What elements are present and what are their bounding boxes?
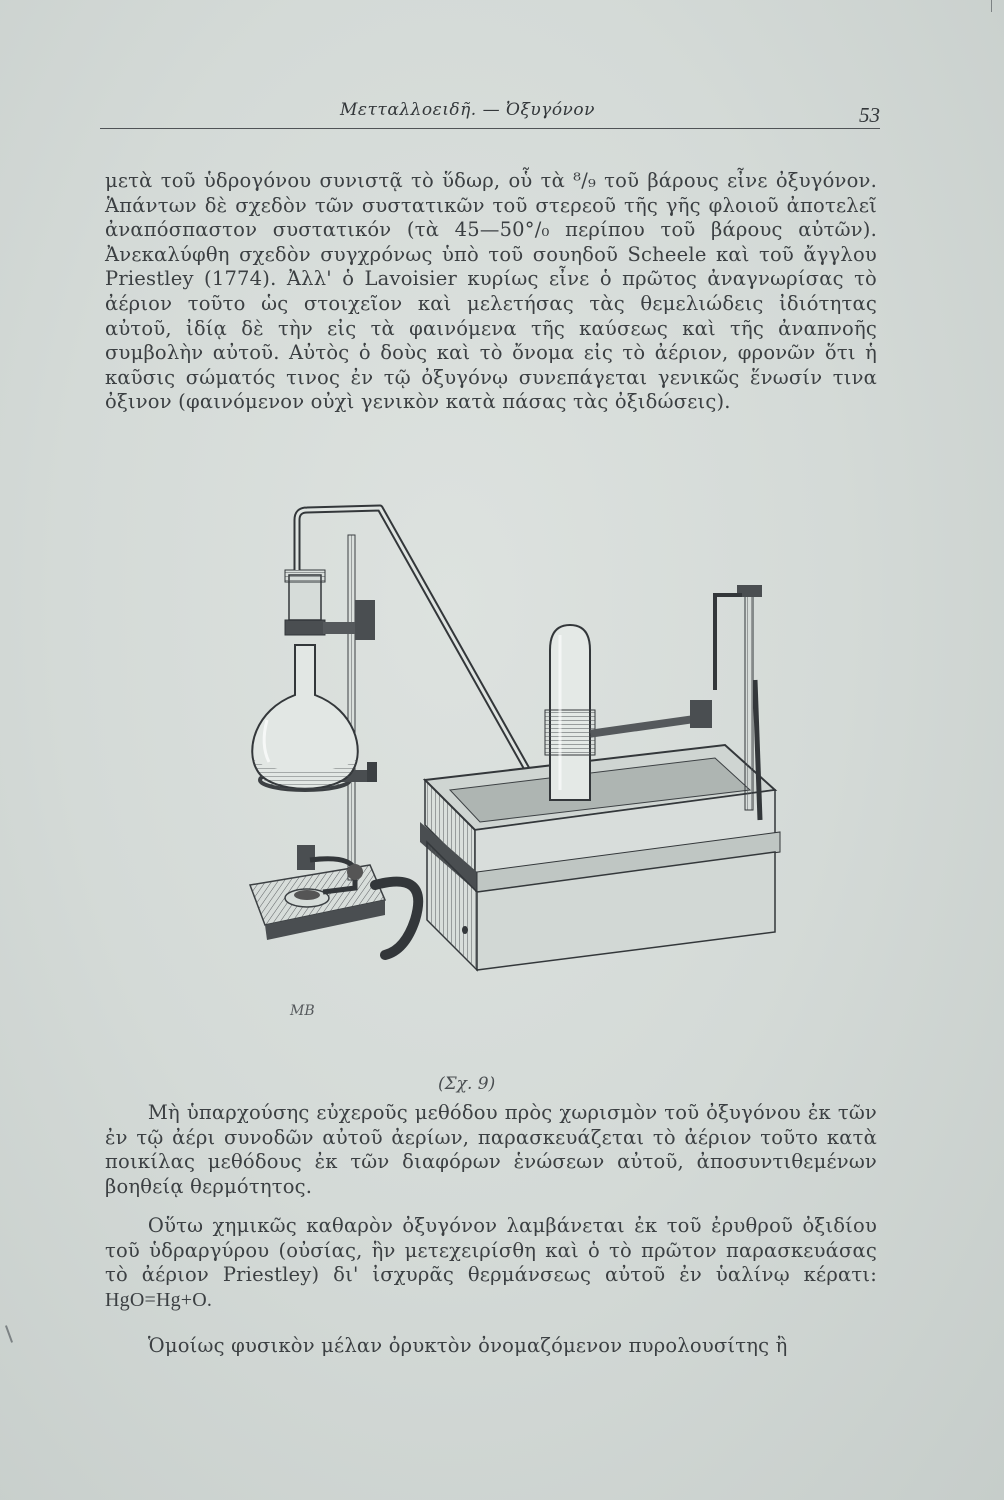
figure-caption: (Σχ. 9) <box>438 1074 496 1094</box>
flask <box>252 645 358 792</box>
page-header <box>100 98 880 129</box>
stand-rod <box>348 535 355 880</box>
paragraph-mercury-oxide <box>105 1214 877 1312</box>
engraver-signature: MB <box>290 1003 315 1019</box>
paragraph-pyrolusite: Ὁμοίως φυσικὸν μέλαν ὀρυκτὸν ὀνομαζόμενον πυρολουσίτης ἢ <box>147 1334 788 1357</box>
page-number: 53 <box>859 103 880 127</box>
neck-clamp <box>285 570 375 640</box>
page-edge-mark <box>991 0 992 12</box>
running-head: Μετταλλοειδῆ. — Ὀξυγόνον <box>340 100 595 120</box>
pneumatic-trough <box>420 745 780 970</box>
paragraph-mercury-oxide-text: Οὕτω χημικῶς καθαρὸν ὀξυγόνον λαμβάνεται ἐκ τοῦ ἐρυθροῦ ὀξιδίου τοῦ ὑδραργύρου (οὐσίας, ἣν μετεχειρίσθη καὶ ὁ τὸ πρῶτον παρασκευάσας τὸ ἀέριον Priestley) δι' ἰσχυρᾶς θερμάνσεως αὐτοῦ ἐν ὑαλίνῳ κέρατι: <box>105 1214 877 1287</box>
paragraph-preparation: Μὴ ὑπαρχούσης εὐχεροῦς μεθόδου πρὸς χωρισμὸν τοῦ ὀξυγόνου ἐκ τῶν ἐν τῷ ἀέρι συνοδῶν αὐτοῦ ἀερίων, παρασκευάζεται τὸ ἀέριον τοῦτο κατὰ ποικίλας μεθόδους ἐκ τῶν διαφόρων ἑνώσεων αὐτοῦ, ἀποσυντιθεμένων βοηθείᾳ θερμότητος. <box>105 1101 877 1198</box>
collecting-tube <box>545 625 595 800</box>
paragraph-oxygen-history: μετὰ τοῦ ὑδρογόνου συνιστᾷ τὸ ὕδωρ, οὗ τὰ ⁸/₉ τοῦ βάρους εἶνε ὀξυγόνον. Ἁπάντων δὲ σχεδὸν τῶν συστατικῶν τοῦ στερεοῦ τῆς γῆς φλοιοῦ ἀποτελεῖ ἀναπόσπαστον συστατικόν (τὰ 45—50°/₀ περίπου τοῦ βάρους αὐτῶν). Ἀνεκαλύφθη σχεδὸν συγχρόνως ὑπὸ τοῦ σουηδοῦ Scheele καὶ τοῦ ἄγγλου Priestley (1774). Ἀλλ' ὁ Lavoisier κυρίως εἶνε ὁ πρῶτος ἀναγνωρίσας τὸ ἀέριον τοῦτο ὡς στοιχεῖον καὶ μελετήσας τὰς θεμελιώδεις ἰδιότητας αὐτοῦ, ἰδίᾳ δὲ τὴν εἰς τὰ φαινόμενα τῆς καύσεως καὶ τῆς ἀναπνοῆς συμβολὴν αὐτοῦ. Αὐτὸς ὁ δοὺς καὶ τὸ ὄνομα εἰς τὸ ἀέριον, φρονῶν ὅτι ἡ καῦσις σώματός τινος ἐν τῷ ὀξυγόνῳ συνεπάγεται γενικῶς ἕνωσίν τινα ὀξινον (φαινόμενον οὐχὶ γενικὸν κατὰ πάσας τὰς ὀξιδώσεις). <box>105 169 877 414</box>
stand-base <box>250 865 385 940</box>
chemical-formula: HgO=Hg+O. <box>105 1288 213 1311</box>
apparatus-illustration <box>215 500 825 1030</box>
margin-mark <box>5 1325 13 1343</box>
figure-apparatus <box>215 500 825 1030</box>
